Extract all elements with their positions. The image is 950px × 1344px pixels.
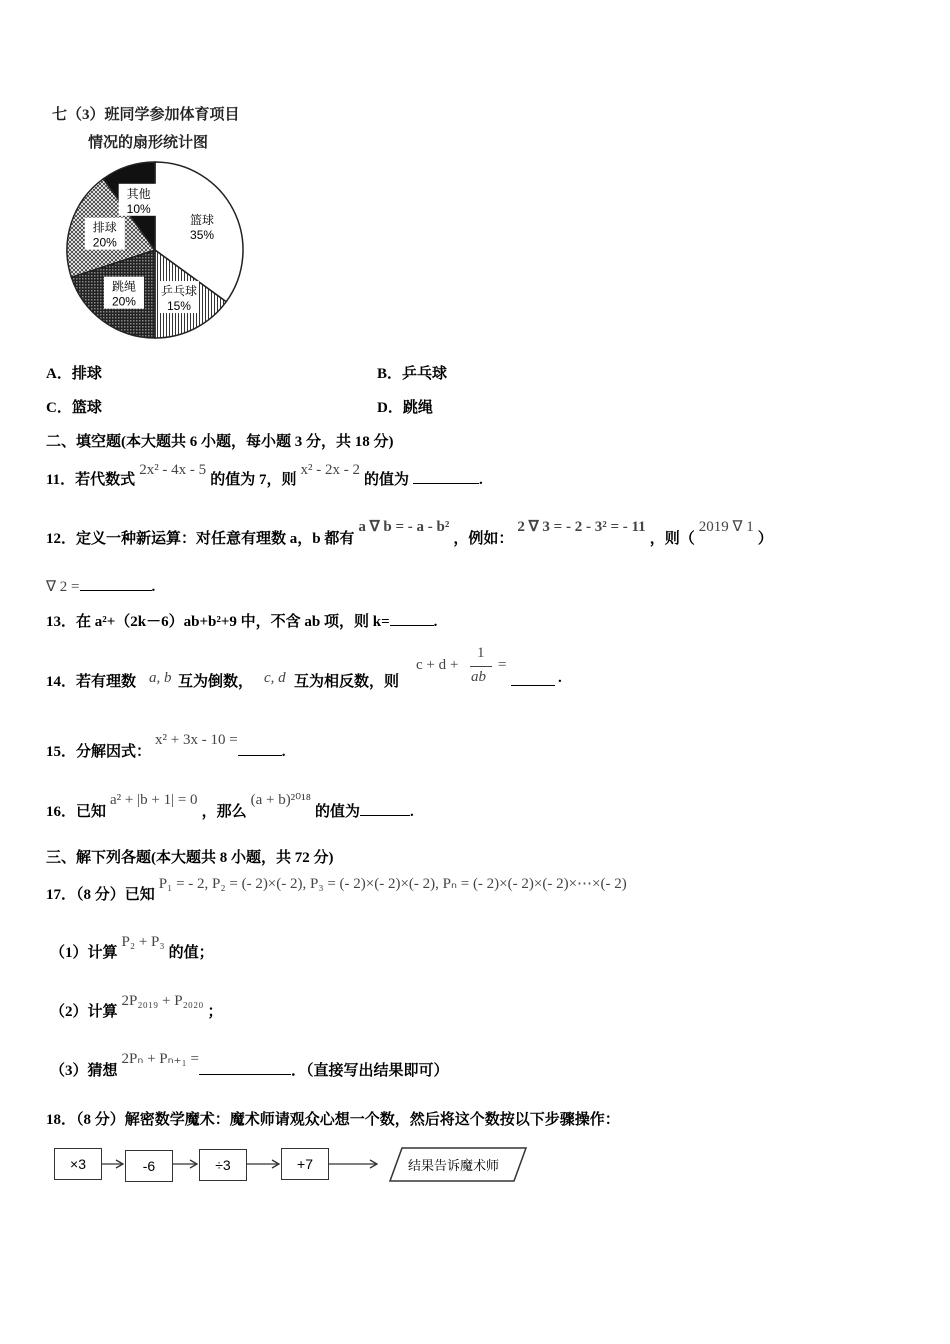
option-b: B．乒乓球: [377, 366, 448, 382]
pie-label-value-3: 20%: [111, 294, 136, 309]
q12-close: ）: [757, 531, 773, 547]
q17-p1-end: 的值；: [168, 945, 214, 961]
pie-label-value-4: 20%: [92, 235, 117, 250]
q17-p2-end: ；: [207, 1004, 223, 1020]
q16-expr1: a² + |b + 1| = 0: [110, 792, 198, 808]
q17-expr: P₁ = - 2, P₂ = (- 2)×(- 2), P₃ = (- 2)×(- 2)×(- 2), Pₙ = (- 2)×(- 2)×(- 2)×⋯×(- 2): [158, 876, 627, 892]
q12-mid: ，例如：: [453, 531, 514, 547]
q17-p2-label: （2）计算: [50, 1004, 118, 1020]
q12: [46, 515, 773, 547]
q14-num: 14．若有理数: [46, 674, 137, 690]
step-box-multiply: ×3: [54, 1148, 102, 1180]
pie-label-name-5: 其他: [126, 186, 151, 201]
q17-part1: [50, 930, 214, 961]
q12-line2-expr: ∇ 2 =: [46, 579, 80, 595]
option-c: C．篮球: [46, 400, 102, 416]
q12-num: 12．定义一种新运算：对任意有理数 a，b 都有: [46, 531, 355, 547]
q14-frac-den: ab: [471, 669, 486, 685]
option-a: A．排球: [46, 366, 102, 382]
pie-label-name-3: 跳绳: [111, 279, 136, 294]
q11-end: 的值为: [363, 472, 409, 488]
q11-mid: 的值为 7，则: [210, 472, 297, 488]
q14-eq: =: [498, 657, 507, 673]
q16: [46, 788, 414, 820]
q16-mid: ，那么: [201, 804, 247, 820]
q12-ex: 2 ∇ 3 = - 2 - 3² = - 11: [517, 519, 646, 535]
pie-label-name-1: 篮球: [190, 213, 215, 228]
q17-p3-expr: 2Pₙ + Pₙ₊₁ =: [121, 1051, 199, 1067]
q14-ab: a, b: [149, 670, 172, 686]
q12-blank: [80, 576, 152, 591]
q17: [46, 872, 627, 903]
step-box-subtract: -6: [125, 1150, 173, 1182]
section3-heading: 三、解下列各题(本大题共 8 小题，共 72 分): [46, 850, 334, 866]
q17-p1-label: （1）计算: [50, 945, 118, 961]
section2-heading: 二、填空题(本大题共 6 小题，每小题 3 分，共 18 分): [46, 434, 394, 450]
q16-end: 的值为: [314, 804, 360, 820]
pie-label-name-4: 排球: [92, 220, 117, 235]
q17-p2-expr: 2P₂₀₁₉ + P₂₀₂₀: [121, 993, 204, 1009]
chart-title-line1: 七（3）班同学参加体育项目: [52, 107, 240, 123]
q16-num: 16．已知: [46, 804, 107, 820]
q15-blank: [238, 741, 282, 756]
q14-mid2: 互为相反数，则: [294, 674, 400, 690]
pie-chart: [55, 155, 255, 345]
q14-frac-bar: [470, 666, 492, 667]
q13-blank: [390, 611, 434, 626]
q17-part2: [50, 989, 223, 1020]
q16-blank: [360, 801, 410, 816]
q14-frac-num: 1: [477, 645, 485, 661]
q14-expr: c + d +: [416, 657, 459, 673]
q18-text: 18．（8 分）解密数学魔术：魔术师请观众心想一个数，然后将这个数按以下步骤操作：: [46, 1112, 620, 1128]
q11: [46, 458, 483, 488]
step-box-divide: ÷3: [199, 1149, 247, 1181]
q15-dot: .: [281, 744, 286, 760]
q17-p3-label: （3）猜想: [50, 1063, 118, 1079]
pie-label-name-2: 乒乓球: [160, 284, 197, 299]
q17-p3-blank: [199, 1060, 291, 1075]
q11-blank: [413, 469, 479, 484]
pie-label-value-1: 35%: [190, 228, 215, 243]
q17-p1-expr: P₂ + P₃: [121, 934, 165, 950]
q16-expr2: (a + b)²⁰¹⁸: [250, 792, 311, 808]
q11-expr1: 2x² - 4x - 5: [139, 462, 207, 478]
q14-mid1: 互为倒数，: [178, 674, 254, 690]
option-d: D．跳绳: [377, 400, 433, 416]
q15: [46, 728, 286, 760]
q13-dot: .: [433, 614, 438, 630]
q12-line2: [46, 576, 155, 596]
q11-dot: .: [478, 472, 483, 488]
pie-label-value-5: 10%: [126, 201, 151, 216]
q12-dot: .: [151, 579, 156, 595]
q15-num: 15．分解因式：: [46, 744, 152, 760]
q17-num: 17．（8 分）已知: [46, 887, 155, 903]
q14-blank: [511, 671, 555, 686]
q11-expr2: x² - 2x - 2: [300, 462, 360, 478]
q11-num: 11．若代数式: [46, 472, 136, 488]
q13-text: 13．在 a²+（2k－6）ab+b²+9 中，不含 ab 项，则 k=: [46, 614, 390, 630]
q14-dot: .: [558, 670, 562, 686]
q12-expr: 2019 ∇ 1: [698, 519, 754, 535]
q12-end: ，则（: [649, 531, 695, 547]
result-parallelogram-label: 结果告诉魔术师: [408, 1158, 500, 1173]
q12-def: a ∇ b = - a - b²: [358, 519, 450, 535]
q14-cd: c, d: [264, 670, 286, 686]
q17-part3: [50, 1047, 449, 1079]
q15-expr: x² + 3x - 10 =: [155, 732, 238, 748]
q16-dot: .: [409, 804, 414, 820]
chart-title-line2: 情况的扇形统计图: [88, 135, 209, 151]
step-box-add: +7: [281, 1148, 329, 1180]
q13: [46, 610, 437, 631]
pie-label-value-2: 15%: [166, 299, 191, 314]
q17-p3-end: ．（直接写出结果即可）: [290, 1063, 449, 1079]
